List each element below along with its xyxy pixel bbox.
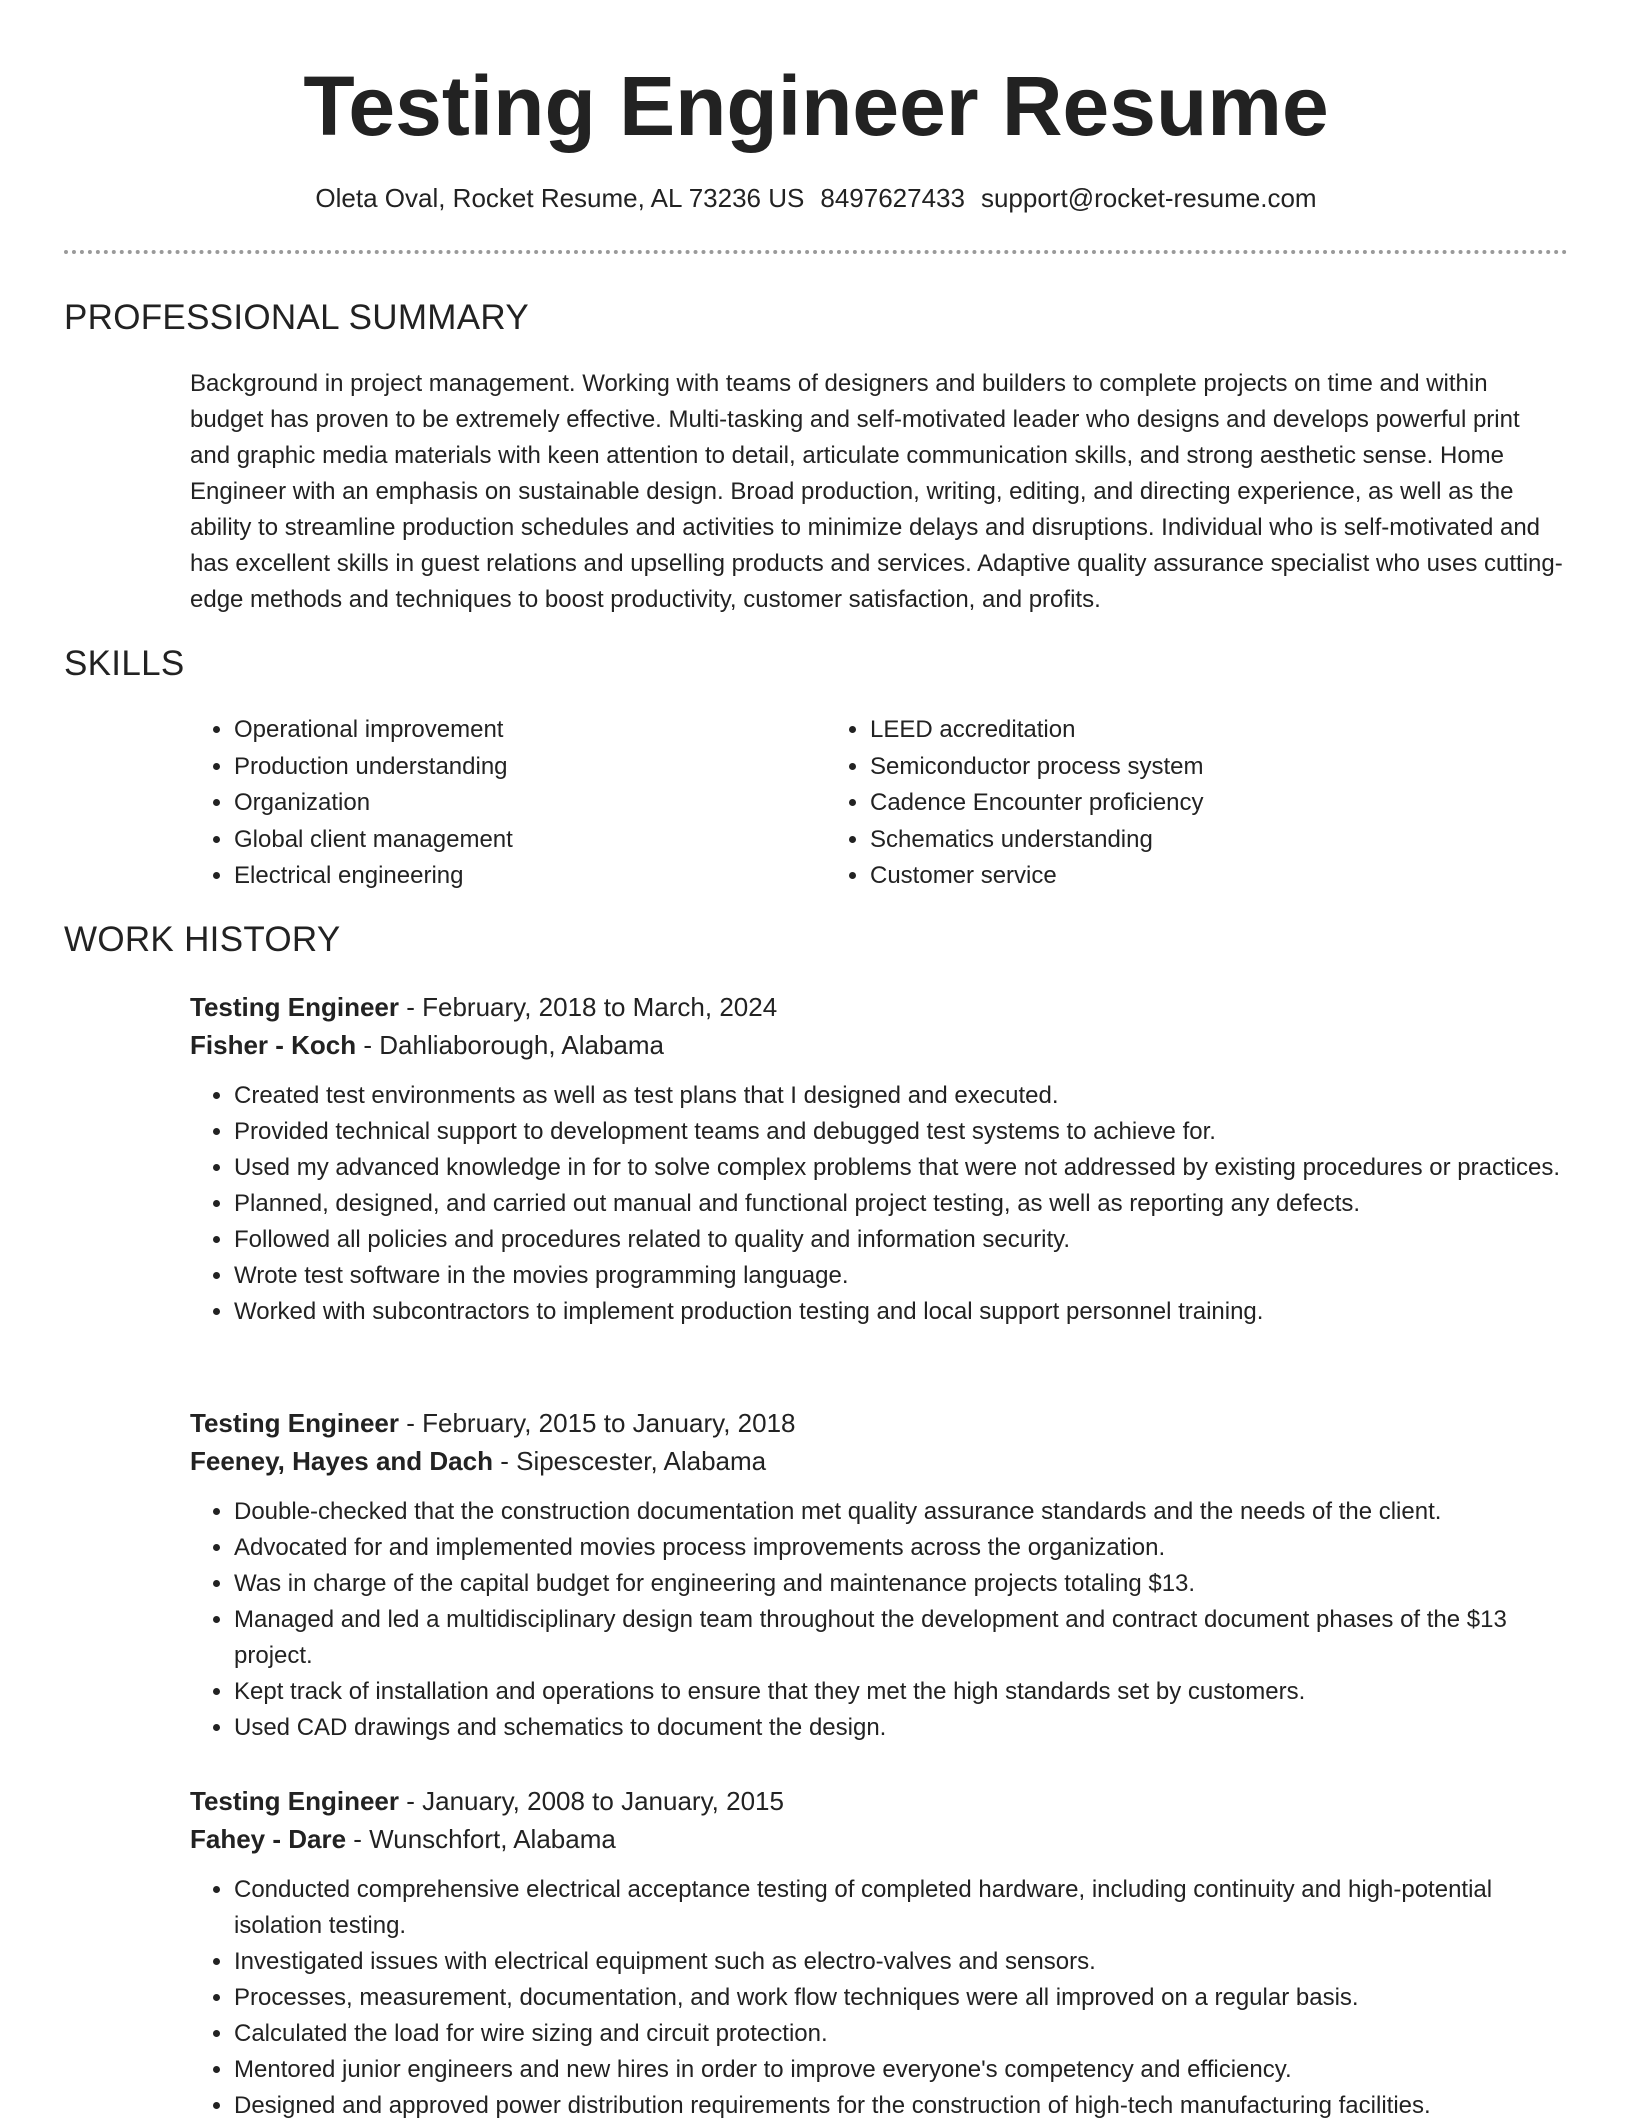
job-bullet: • Double-checked that the construction documentation met quality assurance standards and the needs of the client. bbox=[234, 1494, 1570, 1530]
job-bullet: • Processes, measurement, documentation, and work flow techniques were all improved on a regular basis. bbox=[234, 1980, 1570, 2016]
job-entry bbox=[190, 988, 1570, 1330]
contact-phone: 8497627433 bbox=[820, 183, 965, 213]
job-bullet: • Calculated the load for wire sizing and circuit protection. bbox=[234, 2016, 1570, 2052]
job-title-line bbox=[190, 1404, 1570, 1442]
job-title: Testing Engineer bbox=[190, 1786, 399, 1816]
job-company-line bbox=[190, 1820, 1570, 1858]
job-bullet: • Designed and approved power distribution requirements for the construction of high-tech manufacturing facilities. bbox=[234, 2088, 1570, 2124]
skill-item: • Global client management bbox=[234, 822, 826, 859]
skill-item: • Cadence Encounter proficiency bbox=[870, 785, 1462, 822]
skill-item: • Operational improvement bbox=[234, 712, 826, 749]
job-dates: - January, 2008 to January, 2015 bbox=[399, 1786, 784, 1816]
job-location: - Wunschfort, Alabama bbox=[346, 1824, 616, 1854]
job-bullet: • Mentored junior engineers and new hires in order to improve everyone's competency and efficiency. bbox=[234, 2052, 1570, 2088]
job-title: Testing Engineer bbox=[190, 992, 399, 1022]
job-dates: - February, 2018 to March, 2024 bbox=[399, 992, 778, 1022]
skills-heading: SKILLS bbox=[64, 644, 185, 683]
skill-item: • LEED accreditation bbox=[870, 712, 1462, 749]
job-bullet: • Worked with subcontractors to implement production testing and local support personnel training. bbox=[234, 1294, 1570, 1330]
summary-text: Background in project management. Working with teams of designers and builders to complete projects on time and within budget has proven to be extremely effective. Multi-tasking and self-motivated leader who designs and develops powerful print and graphic media materials with keen attention to detail, articulate communication skills, and strong aesthetic sense. Home Engineer with an emphasis on sustainable design. Broad production, writing, editing, and directing experience, as well as the ability to streamline production schedules and activities to minimize delays and disruptions. Individual who is self-motivated and has excellent skills in guest relations and upselling products and services. Adaptive quality assurance specialist who uses cutting-edge methods and techniques to boost productivity, customer satisfaction, and profits. bbox=[190, 370, 1563, 613]
job-bullet: • Was in charge of the capital budget for engineering and maintenance projects totaling $13. bbox=[234, 1566, 1570, 1602]
job-title-line bbox=[190, 1782, 1570, 1820]
job-location: - Sipescester, Alabama bbox=[493, 1446, 767, 1476]
skill-item: • Schematics understanding bbox=[870, 822, 1462, 859]
job-bullet: • Managed and led a multidisciplinary design team throughout the development and contract document phases of the $13 project. bbox=[234, 1602, 1570, 1674]
skill-item: • Semiconductor process system bbox=[870, 749, 1462, 786]
job-title: Testing Engineer bbox=[190, 1408, 399, 1438]
header-divider bbox=[64, 250, 1568, 254]
job-company-line bbox=[190, 1442, 1570, 1480]
contact-email[interactable]: support@rocket-resume.com bbox=[980, 183, 1317, 213]
contact-address: Oleta Oval, Rocket Resume, AL 73236 US bbox=[315, 183, 805, 213]
job-company: Fisher - Koch bbox=[190, 1030, 357, 1060]
job-company-line bbox=[190, 1026, 1570, 1064]
job-bullet: • Used CAD drawings and schematics to document the design. bbox=[234, 1710, 1570, 1746]
skills-column-left bbox=[190, 712, 826, 895]
job-bullet: • Wrote test software in the movies programming language. bbox=[234, 1258, 1570, 1294]
work-history-heading: WORK HISTORY bbox=[64, 920, 341, 959]
job-bullet: • Followed all policies and procedures related to quality and information security. bbox=[234, 1222, 1570, 1258]
skill-item: • Electrical engineering bbox=[234, 858, 826, 895]
job-company: Fahey - Dare bbox=[190, 1824, 347, 1854]
job-bullet: • Kept track of installation and operations to ensure that they met the high standards set by customers. bbox=[234, 1674, 1570, 1710]
job-bullet: • Provided technical support to development teams and debugged test systems to achieve for. bbox=[234, 1114, 1570, 1150]
skill-item: • Production understanding bbox=[234, 749, 826, 786]
skill-item: • Customer service bbox=[870, 858, 1462, 895]
job-location: - Dahliaborough, Alabama bbox=[356, 1030, 665, 1060]
job-bullet: • Investigated issues with electrical equipment such as electro-valves and sensors. bbox=[234, 1944, 1570, 1980]
contact-line bbox=[0, 180, 1632, 216]
resume-title: Testing Engineer Resume bbox=[303, 59, 1329, 153]
job-bullet: • Used my advanced knowledge in for to solve complex problems that were not addressed by existing procedures or practices. bbox=[234, 1150, 1570, 1186]
job-bullet: • Created test environments as well as test plans that I designed and executed. bbox=[234, 1078, 1570, 1114]
job-company: Feeney, Hayes and Dach bbox=[190, 1446, 493, 1476]
job-entry bbox=[190, 1782, 1570, 2124]
job-entry bbox=[190, 1404, 1570, 1746]
job-dates: - February, 2015 to January, 2018 bbox=[399, 1408, 796, 1438]
job-bullets bbox=[190, 1078, 1570, 1330]
job-bullets bbox=[190, 1494, 1570, 1746]
job-bullet: • Planned, designed, and carried out manual and functional project testing, as well as reporting any defects. bbox=[234, 1186, 1570, 1222]
job-bullet: • Advocated for and implemented movies process improvements across the organization. bbox=[234, 1530, 1570, 1566]
job-bullet: • Conducted comprehensive electrical acceptance testing of completed hardware, including continuity and high-potential isolation testing. bbox=[234, 1872, 1570, 1944]
job-title-line bbox=[190, 988, 1570, 1026]
skill-item: • Organization bbox=[234, 785, 826, 822]
skills-column-right bbox=[826, 712, 1462, 895]
summary-heading: PROFESSIONAL SUMMARY bbox=[64, 298, 529, 337]
skills-list bbox=[190, 712, 1564, 895]
job-bullets bbox=[190, 1872, 1570, 2124]
